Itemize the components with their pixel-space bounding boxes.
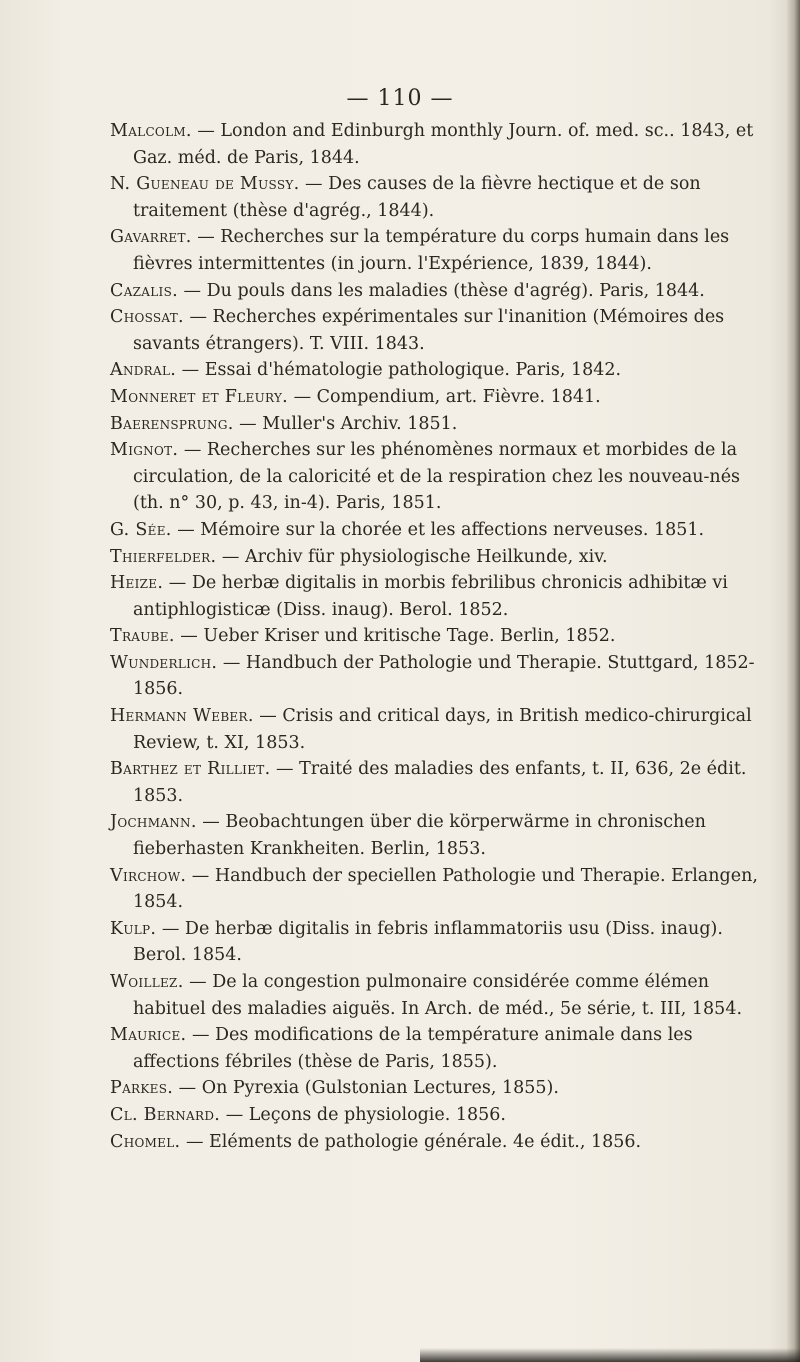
page-edge-shadow (786, 0, 800, 1362)
entry-text: — Du pouls dans les maladies (thèse d'agrég). Paris, 1844. (177, 280, 705, 301)
entry-text: — Des modifications de la température animale dans les affections fébriles (thèse de Paris, 1855). (133, 1025, 693, 1072)
bibliography-entry (110, 623, 760, 650)
bibliography-entry (110, 1022, 760, 1075)
bibliography-entry (110, 278, 760, 305)
entry-author: Andral. (110, 360, 177, 381)
entry-author: Cazalis. (110, 280, 178, 301)
bibliography-list (110, 118, 760, 1155)
entry-text: — De la congestion pulmonaire considérée comme élémen habituel des maladies aiguës. In Arch. de méd., 5e série, t. III, 1854. (133, 972, 743, 1019)
bibliography-entry (110, 437, 760, 517)
bibliography-entry (110, 863, 760, 916)
entry-author: Maurice. (110, 1025, 187, 1046)
entry-author: Gavarret. (110, 227, 192, 248)
entry-text: — On Pyrexia (Gulstonian Lectures, 1855). (173, 1078, 559, 1099)
entry-text: — Essai d'hématologie pathologique. Paris, 1842. (176, 360, 622, 381)
bibliography-entry (110, 703, 760, 756)
bibliography-entry (110, 756, 760, 809)
bibliography-entry (110, 171, 760, 224)
entry-author: Kulp. (110, 918, 157, 939)
entry-author: Hermann Weber. (110, 706, 254, 727)
page-bottom-shadow (420, 1348, 800, 1362)
entry-text: — Ueber Kriser und kritische Tage. Berlin, 1852. (174, 626, 616, 647)
entry-author: Malcolm. (110, 121, 192, 141)
entry-author: Barthez et Rilliet. (110, 759, 271, 780)
bibliography-entry (110, 809, 760, 862)
bibliography-entry (110, 224, 760, 277)
entry-text: — Leçons de physiologie. 1856. (220, 1104, 506, 1125)
bibliography-entry (110, 384, 760, 411)
entry-text: — Recherches expérimentales sur l'inanition (Mémoires des savants étrangers). T. VIII. 1843. (133, 307, 725, 354)
bibliography-entry (110, 969, 760, 1022)
bibliography-entry (110, 650, 760, 703)
entry-text: — Archiv für physiologische Heilkunde, xiv. (216, 546, 608, 567)
entry-author: Woillez. (110, 972, 184, 992)
bibliography-entry (110, 1129, 760, 1156)
bibliography-entry (110, 357, 760, 384)
entry-text: — Traité des maladies des enfants, t. II, 636, 2e édit. 1853. (133, 759, 747, 806)
entry-text: — Beobachtungen über die körperwärme in chronischen fieberhasten Krankheiten. Berlin, 1853. (133, 812, 706, 860)
page-number: — 110 — (346, 86, 454, 111)
entry-text: — Crisis and critical days, in British medico-chirurgical Review, t. XI, 1853. (133, 706, 752, 753)
entry-text: — Handbuch der speciellen Pathologie und Therapie. Erlangen, 1854. (133, 865, 758, 913)
bibliography-entry (110, 411, 760, 438)
entry-text: — De herbæ digitalis in morbis febrilibus chronicis adhibitæ vi antiphlogisticæ (Diss. inaug). Berol. 1852. (133, 573, 728, 620)
entry-text: — London and Edinburgh monthly Journ. of. med. sc.. 1843, et Gaz. méd. de Paris, 1844. (133, 121, 754, 168)
entry-text: — De herbæ digitalis in febris inflammatoriis usu (Diss. inaug). Berol. 1854. (133, 918, 723, 966)
entry-author: Monneret et Fleury. (110, 386, 289, 407)
bibliography-entry (110, 118, 760, 171)
entry-text: — Mémoire sur la chorée et les affections nerveuses. 1851. (171, 519, 705, 540)
entry-text: — Eléments de pathologie générale. 4e édit., 1856. (180, 1131, 642, 1152)
entry-text: — Des causes de la fièvre hectique et de son traitement (thèse d'agrég., 1844). (133, 174, 701, 221)
bibliography-entry (110, 304, 760, 357)
bibliography-entry (110, 1102, 760, 1129)
entry-author: Traube. (110, 626, 175, 647)
entry-text: — Handbuch der Pathologie und Therapie. Stuttgard, 1852-1856. (133, 652, 755, 700)
entry-text: — Recherches sur la température du corps humain dans les fièvres intermittentes (in journ. l'Expérience, 1839, 1844). (133, 227, 730, 274)
entry-text: — Recherches sur les phénomènes normaux et morbides de la circulation, de la caloricité et de la respiration chez les nouveau-nés (th. n° 30, p. 43, in-4). Paris, 1851. (133, 440, 741, 514)
entry-author: Jochmann. (110, 812, 197, 833)
bibliography-entry (110, 570, 760, 623)
entry-author: Chossat. (110, 307, 184, 328)
entry-author: Baerensprung. (110, 413, 234, 434)
entry-text: — Muller's Archiv. 1851. (233, 413, 458, 434)
entry-author: Chomel. (110, 1131, 181, 1152)
bibliography-entry (110, 544, 760, 571)
entry-text: — Compendium, art. Fièvre. 1841. (288, 386, 601, 407)
entry-author: Cl. Bernard. (110, 1104, 221, 1125)
bibliography-entry (110, 517, 760, 544)
entry-author: Wunderlich. (110, 652, 218, 673)
bibliography-entry (110, 1075, 760, 1102)
entry-author: N. Gueneau de Mussy. (110, 174, 300, 195)
entry-author: Mignot. (110, 440, 179, 461)
bibliography-entry (110, 916, 760, 969)
entry-author: Parkes. (110, 1078, 174, 1099)
entry-author: G. Sée. (110, 519, 172, 540)
entry-author: Virchow. (110, 865, 187, 886)
entry-author: Thierfelder. (110, 546, 217, 567)
entry-author: Heize. (110, 573, 164, 594)
